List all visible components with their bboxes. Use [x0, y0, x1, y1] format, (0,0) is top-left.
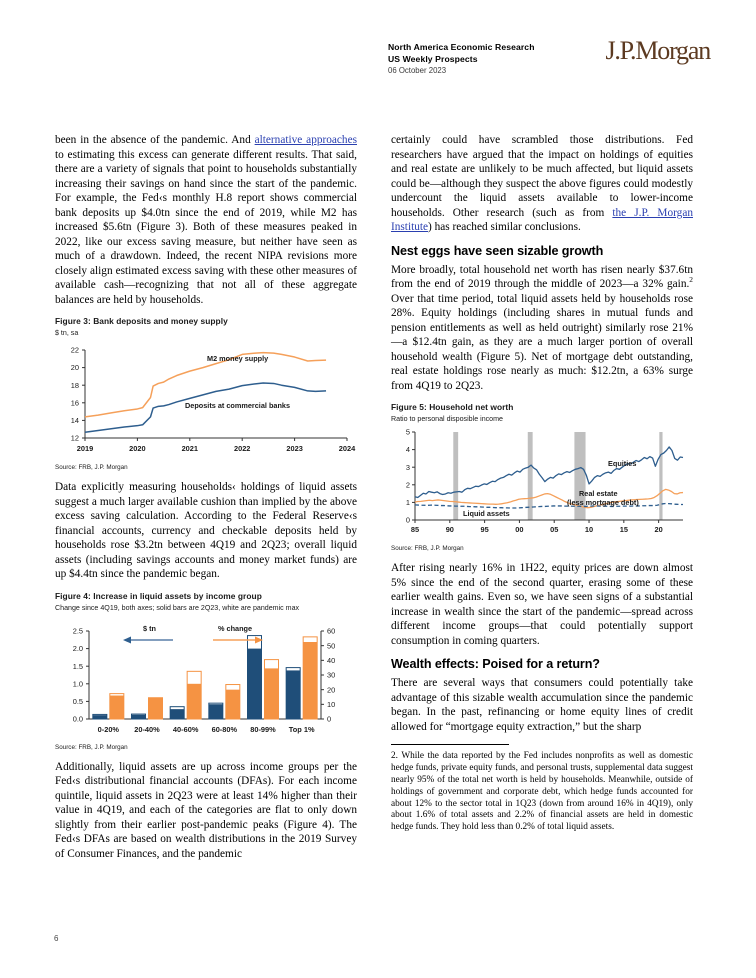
svg-text:1: 1 [405, 498, 410, 508]
svg-text:0: 0 [405, 515, 410, 525]
svg-text:20: 20 [70, 363, 79, 373]
para1-text-a: been in the absence of the pandemic. And [55, 134, 255, 146]
figure-4 [55, 591, 357, 751]
research-group-label: North America Economic Research [388, 42, 535, 52]
paragraph-left-2: Data explicitly measuring households‹ holdings of liquid assets suggest a much larger available cushion than implied by the above excess saving calculation. According to the Federal Reserve‹s financial accounts, currency and checkable deposits held by households rose $3.2tn between 4Q19 and 2Q23; overall liquid assets (including savings accounts and money market funds) are up $4.4tn since the pandemic began. [55, 481, 357, 581]
svg-text:14: 14 [70, 416, 79, 426]
svg-text:2.0: 2.0 [72, 643, 83, 653]
bar-orange-2q23 [303, 642, 317, 719]
svg-text:20-40%: 20-40% [134, 724, 160, 734]
para-right2-a: More broadly, total household net worth has risen nearly $37.6tn from the end of 2019 through the middle of 2023—a 32% gain. [391, 263, 693, 291]
paragraph-right-2 [391, 263, 693, 394]
header-text-block [388, 42, 535, 76]
svg-text:2020: 2020 [129, 444, 146, 454]
recession-band [453, 432, 458, 520]
svg-text:40: 40 [327, 655, 336, 665]
page-number: 6 [54, 934, 59, 943]
svg-text:2: 2 [405, 480, 410, 490]
figure-3-subtitle: $ tn, sa [55, 329, 79, 338]
figure-3-chart [55, 338, 357, 463]
jpmorgan-institute-link[interactable]: the J.P. Morgan Institute [391, 206, 693, 234]
svg-text:2022: 2022 [233, 444, 251, 454]
page-header [0, 0, 756, 95]
svg-text:50: 50 [327, 641, 336, 651]
svg-text:16: 16 [70, 398, 79, 408]
figure-3 [55, 316, 357, 471]
para-right2-b: Over that time period, total liquid assets held by households rose 28%. Equity holdings (including shares in mutual funds and pension entitlements as well as held outright) similarly rose 21%—a $12.4tn gain, as they are a much larger portion of overall household wealth (Figure 5). Net of mortgage debt outstanding, real estate holdings rose nearly as much: $12.2tn, a 63% surge from 4Q19 to 2Q23. [391, 292, 693, 392]
svg-text:Real estate: Real estate [579, 489, 618, 499]
figure-4-chart [55, 613, 357, 743]
bar-orange-2q23 [110, 695, 124, 718]
publication-title: US Weekly Prospects [388, 53, 478, 64]
svg-text:Equities: Equities [608, 459, 637, 469]
svg-text:Deposits at commercial banks: Deposits at commercial banks [185, 401, 291, 411]
svg-text:2021: 2021 [181, 444, 199, 454]
svg-text:0.0: 0.0 [72, 714, 83, 724]
svg-text:60: 60 [327, 626, 336, 636]
left-column [55, 133, 357, 870]
svg-text:4: 4 [405, 445, 410, 455]
svg-text:2024: 2024 [338, 444, 356, 454]
svg-text:15: 15 [619, 525, 628, 535]
section-heading-wealth-effects: Wealth effects: Poised for a return? [391, 657, 600, 672]
svg-text:5: 5 [405, 427, 410, 437]
bar-blue-2q23 [93, 715, 107, 719]
figure-3-title: Figure 3: Bank deposits and money supply [55, 316, 228, 327]
svg-text:1.0: 1.0 [72, 679, 83, 689]
svg-text:85: 85 [410, 525, 420, 535]
jpmorgan-logo: J.P.Morgan [605, 36, 710, 65]
bar-orange-2q23 [226, 689, 240, 718]
publication-date: 06 October 2023 [388, 65, 447, 75]
footnote-marker-2: 2 [689, 275, 693, 285]
figure-5-svg [391, 424, 693, 544]
svg-text:20: 20 [327, 685, 336, 695]
svg-text:2019: 2019 [76, 444, 94, 454]
figure-4-svg [55, 613, 357, 743]
left-axis-arrow [123, 636, 173, 643]
svg-text:00: 00 [515, 525, 524, 535]
bar-orange-2q23 [149, 698, 163, 719]
svg-text:05: 05 [550, 525, 559, 535]
svg-text:90: 90 [445, 525, 454, 535]
figure-5-subtitle: Ratio to personal disposible income [391, 415, 503, 424]
svg-text:40-60%: 40-60% [172, 724, 199, 734]
footnote-divider [391, 744, 509, 745]
figure-4-source: Source: FRB, J.P. Morgan [55, 743, 128, 751]
svg-text:22: 22 [70, 345, 79, 355]
bar-orange-2q23 [187, 684, 201, 719]
bar-blue-2q23 [286, 670, 300, 719]
svg-text:$ tn: $ tn [143, 623, 156, 633]
bar-blue-2q23 [132, 715, 146, 719]
bar-blue-2q23 [248, 648, 262, 718]
figure-3-svg [55, 338, 357, 463]
alternative-approaches-link[interactable]: alternative approaches [254, 134, 357, 146]
svg-text:30: 30 [327, 670, 336, 680]
svg-text:Top 1%: Top 1% [288, 724, 315, 734]
recession-band [659, 432, 662, 520]
svg-text:M2 money supply: M2 money supply [207, 354, 269, 364]
svg-text:2.5: 2.5 [72, 626, 83, 636]
svg-text:% change: % change [218, 623, 253, 633]
svg-text:2023: 2023 [286, 444, 303, 454]
figure-5-chart [391, 424, 693, 544]
svg-text:18: 18 [70, 380, 79, 390]
svg-text:(less mortgage debt): (less mortgage debt) [567, 498, 639, 508]
svg-text:0: 0 [327, 714, 332, 724]
paragraph-right-3: After rising nearly 16% in 1H22, equity prices are down almost 5% since the end of the second quarter, erasing some of these earlier wealth gains. Even so, we have seen signs of a substantial increase in wealth since the start of the pandemic—spread across different income groups—that could potentially support consumption in coming quarters. [391, 562, 693, 647]
svg-text:60-80%: 60-80% [211, 724, 238, 734]
svg-text:3: 3 [405, 463, 410, 473]
paragraph-right-1 [391, 133, 693, 235]
svg-text:10: 10 [584, 525, 594, 535]
svg-text:1.5: 1.5 [72, 661, 83, 671]
figure-5-title: Figure 5: Household net worth [391, 402, 514, 413]
svg-text:0.5: 0.5 [72, 696, 83, 706]
figure-5 [391, 402, 693, 552]
paragraph-left-1 [55, 133, 357, 307]
para1-text-b: to estimating this excess can generate different results. That said, there are a variety of signals that point to households substantially increasing their savings on hand since the start of the pandemic. For example, the Fed‹s monthly H.8 report shows commercial bank deposits up $4.0tn since the end of 2019, while M2 has increased $5.6tn (Figure 3). Both of these measures peaked in 2022, like our excess saving measure, but neither have seen as much of a drawdown. Indeed, the recent NIPA revisions more closely align estimated excess saving with these other measures of available cash—recognizing that not all of these aggregate balances are held by households. [55, 148, 357, 306]
paragraph-right-4: There are several ways that consumers could potentially take advantage of this sizable wealth accumulation since the pandemic began. In the past, refinancing or home equity lines of credit allowed for “mortgage equity extraction,” but the sharp [391, 677, 693, 733]
svg-text:95: 95 [480, 525, 489, 535]
svg-text:12: 12 [70, 433, 79, 443]
bar-blue-2q23 [170, 709, 184, 719]
para-right1-b: ) has reached similar conclusions. [428, 221, 581, 234]
para-right1-a: certainly could have scrambled those distributions. Fed researchers have argued that the impact on holdings of equities and real estate are unlikely to be much affected, but liquid assets could be—although they suspect the above figures could modestly undercount the liquid assets available to lower-income households. Other research (such as from [391, 134, 693, 219]
svg-text:20: 20 [654, 525, 663, 535]
figure-3-source: Source: FRB, J.P. Morgan [55, 464, 128, 472]
svg-text:10: 10 [327, 699, 336, 709]
section-heading-nest-eggs: Nest eggs have seen sizable growth [391, 243, 604, 258]
right-axis-arrow [213, 636, 263, 643]
figure-5-source: Source: FRB, J.P. Morgan [391, 545, 464, 553]
footnote-2: 2. While the data reported by the Fed includes nonprofits as well as domestic hedge funds, private equity funds, and personal trusts, supplemental data suggest nearly 95% of the total net worth is held by households. Meanwhile, outside of holdings of government and corporate debt, which hedge funds accounted for about 12% to the sector total in 1Q23 (down from around 16% in 4Q19), only about 1.6% of total assets and 2.2% of financial assets are held in domestic hedge funds. They hold less than 0.2% of total liquid assets. [391, 751, 693, 833]
svg-text:0-20%: 0-20% [97, 724, 120, 734]
svg-text:80-99%: 80-99% [250, 724, 276, 734]
paragraph-left-3: Additionally, liquid assets are up across income groups per the Fed‹s distributional financial accounts (DFAs). For each income quintile, liquid assets in 2Q23 were at least 14% higher than their value in 4Q19, and each of the categories are flat to only down slightly from their earlier post-pandemic peaks (Figure 4). The Fed‹s DFAs are based on wealth distributions in the 2019 Survey of Consumer Finances, and the pandemic [55, 760, 357, 860]
figure-4-subtitle: Change since 4Q19, both axes; solid bars are 2Q23, white are pandemic max [55, 603, 300, 612]
svg-text:Liquid assets: Liquid assets [463, 509, 510, 519]
right-column [391, 133, 693, 834]
bar-blue-2q23 [209, 704, 223, 719]
bar-orange-2q23 [265, 668, 279, 719]
figure-4-title: Figure 4: Increase in liquid assets by income group [55, 590, 262, 601]
